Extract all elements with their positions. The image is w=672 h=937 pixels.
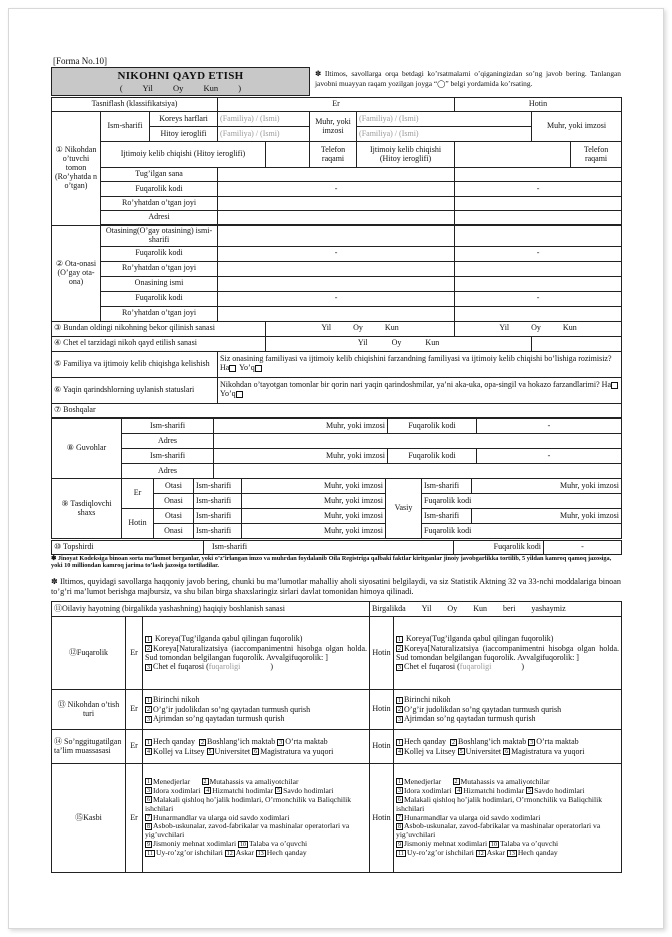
male-occ-o7[interactable]: 7 Hunarmandlar va ularga oid savdo xodimlari: [147, 812, 290, 822]
witnesses-table: [51, 418, 622, 479]
statistics-note-text: Iltimos, quyidagi savollarga haqqoniy javob bering, chunki bu ma’lumotlar mahalliy aholi siyosatini belgilaydi, va siz Statistik Aktning 32 va 33-nchi moddalariga binoan to’g’ri ma’lumot berishga majbursiz, va shu bilan birga shaxslaringiz sirlari davlat tomonidan himoya qilinadi.: [51, 577, 621, 596]
male-occ-o4[interactable]: 4 Hizmatchi hodimlar: [206, 785, 274, 795]
female-birth-field[interactable]: [455, 168, 622, 182]
male-occ-o9[interactable]: 9 Jismoniy mehnat xodimlari: [147, 839, 237, 849]
female-cit-opt2[interactable]: 2 Koreya[Naturalizatsiya (iaccompanimentni hisobga olgan holda. Sud tomondan belgilangan fuqorolik. Avvalgifuqorolik: ]: [396, 643, 620, 662]
male-birth-field[interactable]: [218, 168, 455, 182]
stats-table: [51, 601, 622, 873]
female-cit-opt1[interactable]: 1 Koreya(Tug’ilganda qabul qilingan fuqorolik): [398, 634, 554, 644]
male-mother-field[interactable]: [218, 276, 455, 291]
marriage-type-label: ⑬ Nikohdan o’tish turi: [52, 690, 126, 730]
male-citizenship-options: [143, 617, 370, 690]
female-mt-opt2[interactable]: 2 O’g’ir judolikdan so’ng qaytadan turmush qurish: [398, 704, 562, 714]
parents-label: ② Ota-onasi (O’gay ota-ona): [52, 226, 101, 322]
witness2-name-label: Ism-sharifi: [122, 449, 214, 464]
male-father-citizen-field[interactable]: -: [218, 246, 455, 261]
male-cit-opt2[interactable]: 2 Koreya[Naturalizatsiya (iaccompanimentni hisobga olgan holda. Sud tomondan belgilangan fuqorolik. Avvalgifuqorolik: ]: [145, 643, 368, 662]
female-occ-o10[interactable]: 10 Talaba va o’quvchi: [491, 839, 559, 849]
witness1-name-label: Ism-sharifi: [122, 419, 214, 434]
form-title: NIKOHNI QAYD ETISH: [117, 70, 244, 82]
male-registry-field[interactable]: [218, 197, 455, 211]
female-occ-o5[interactable]: 5 Savdo hodimlari: [528, 785, 585, 795]
occupation-female-label: Hotin: [370, 764, 394, 873]
female-mother-field[interactable]: [455, 276, 622, 291]
confirming-block: [51, 478, 621, 539]
male-occ-o13[interactable]: 13 Hech qanday: [257, 848, 307, 858]
male-chinese-name-field[interactable]: (Familiya) / (Ismi): [218, 127, 310, 142]
confirming-label: ⑨ Tasdiqlovchi shaxs: [52, 479, 122, 539]
father-name-label: Otasining(O’gay otasining) ismi-sharifi: [101, 226, 218, 247]
submitter-label: ⑩ Topshirdi: [52, 541, 204, 555]
female-occ-o3[interactable]: 3 Idora xodimlari: [398, 785, 452, 795]
female-occ-o11[interactable]: 11 Uy-ro’zg’or ishchilari: [396, 848, 474, 857]
male-status-label: Ijtimoiy kelib chiqishi (Hitoy ieroglifi): [101, 142, 266, 168]
witness1-seal-label: Muhr, yoki imzosi: [214, 419, 388, 434]
relatives-yes-option[interactable]: Ha: [602, 380, 619, 389]
guardian-label: Vasiy: [386, 479, 422, 539]
female-father-citizen-field[interactable]: -: [455, 246, 622, 261]
prev-marriage-label: ③ Bundan oldingi nikohning bekor qilinish sanasi: [52, 321, 266, 336]
name-label: Ism-sharifi: [101, 112, 150, 142]
guardian1-name-label: Ism-sharifi: [422, 479, 472, 494]
statistics-note: ✽ Iltimos, quyidagi savollarga haqqoniy javob bering, chunki bu ma’lumotlar mahalliy aholi siyosatini belgilaydi, va siz Statistik Aktning 32 va 33-nchi moddalariga binoan to’g’ri ma’lumot berishga majbursiz, va shu bilan birga shaxslaringiz sirlari davlat tomonidan himoya qilinadi.: [51, 577, 621, 596]
male-edu-o5[interactable]: 5 Universitet: [208, 746, 251, 756]
legal-warning: ✽ Jinoyat Kodeksiga binoan sorta ma’lumot berganlar, yoki o’z’irlangan imzo va muhrdan foydalanib Oila Registriga qalbaki faktlar kiritganlar jinoiy javobgarlikka tortilib, 5 yildan kamroq qamoq jazosiga, yoki 10 milliondan kamroq jarima to’lash jazosiga tortiladilar.: [51, 555, 612, 569]
male-education-options: [143, 730, 370, 764]
submitter-citizen-label: Fuqarolik kodi: [454, 541, 544, 555]
female-header: Hotin: [455, 98, 622, 112]
title-box: [51, 67, 310, 96]
female-edu-o3[interactable]: 3 O’rta maktab: [530, 737, 579, 747]
guardian2-name-label: Ism-sharifi: [422, 509, 472, 524]
female-occ-o1[interactable]: 1 Menedjerlar: [398, 776, 442, 786]
female-mother-label: Onasi: [154, 524, 194, 539]
confirm-male-label: Er: [122, 479, 154, 509]
instructions-text: Iltimos, savollarga orqa betdagi ko’rsatmalarni o’qiganingizdan so’ng javob bering. Tanlangan javobni muayyan raqam yozilgan joyga “◯” belgi yordamida ko’rsating.: [315, 69, 621, 89]
mother-name-label: Onasining ismi: [101, 276, 218, 291]
female-mt-opt3[interactable]: 3 Ajrimdan so’ng qaytadan turmush qurish: [398, 714, 536, 724]
female-occ-o7[interactable]: 7 Hunarmandlar va ularga oid savdo xodimlari: [398, 812, 541, 822]
form-header: [51, 67, 621, 96]
female-father-seal[interactable]: Muhr, yoki imzosi: [242, 509, 386, 524]
female-mother-citizen-field[interactable]: -: [455, 291, 622, 306]
female-mother-seal[interactable]: Muhr, yoki imzosi: [242, 524, 386, 539]
confirm-female-label: Hotin: [122, 509, 154, 539]
male-occupation-options: [143, 764, 370, 873]
guardian1-citizen-label: Fuqarolik kodi: [422, 494, 622, 509]
female-chinese-name-field[interactable]: (Familiya) / (Ismi): [357, 127, 532, 142]
female-seal-label: Muhr, yoki imzosi: [532, 112, 622, 142]
female-mother-registry-field[interactable]: [455, 306, 622, 321]
male-father-seal[interactable]: Muhr, yoki imzosi: [242, 479, 386, 494]
mother-registry-label: Ro’yhatdan o’tgan joyi: [101, 306, 218, 321]
male-occ-o8[interactable]: 8 Asbob-uskunalar, zavod-fabrikalar va mashinalar operatorlari va yig’uvchilari: [145, 821, 350, 840]
male-occ-o3[interactable]: 3 Idora xodimlari: [147, 785, 201, 795]
relatives-status-label: ⑥ Yaqin qarindshlorning uylanish statuslari: [52, 377, 218, 403]
male-father-name-label: Ism-sharifi: [194, 479, 242, 494]
male-occ-o12[interactable]: 12 Askar: [226, 848, 254, 858]
confirming-table: [51, 478, 622, 539]
guardian2-citizen-label: Fuqarolik kodi: [422, 524, 622, 539]
female-occ-o6[interactable]: 6 Malakali qishloq ho’jalik hodimlari, O’rmonchilik va Baliqchilik ishchilari: [396, 794, 603, 813]
male-mother-citizen-field[interactable]: -: [218, 291, 455, 306]
female-prev-marriage-date[interactable]: Yil Oy Kun: [455, 321, 622, 336]
male-occ-o5[interactable]: 5 Savdo hodimlari: [277, 785, 334, 795]
marriage-type-male-label: Er: [126, 690, 143, 730]
female-edu-o5[interactable]: 5 Universitet: [459, 746, 502, 756]
citizenship-male-label: Er: [126, 617, 143, 690]
stats-block: [51, 601, 621, 873]
male-father-label: Otasi: [154, 479, 194, 494]
male-father-field[interactable]: [218, 226, 455, 247]
submitter-citizen-field[interactable]: -: [544, 541, 622, 555]
female-occ-o4[interactable]: 4 Hizmatchi hodimlar: [457, 785, 525, 795]
female-father-name-label: Ism-sharifi: [194, 509, 242, 524]
marriage-type-female-label: Hotin: [370, 690, 394, 730]
male-address-field[interactable]: [218, 211, 455, 225]
foreign-marriage-date[interactable]: Yil Oy Kun: [266, 336, 532, 351]
father-citizen-label: Fuqarolik kodi: [101, 246, 218, 261]
male-mother-name-label: Ism-sharifi: [194, 494, 242, 509]
witness1-citizen-field[interactable]: -: [477, 419, 622, 434]
citizenship-female-label: Hotin: [370, 617, 394, 690]
relatives-no-option[interactable]: Yo’q: [220, 389, 244, 398]
male-occ-o10[interactable]: 10 Talaba va o’quvchi: [240, 839, 308, 849]
chinese-chars-label: Hitoy ieroglifi: [150, 127, 218, 142]
female-status-field[interactable]: [455, 142, 571, 168]
male-mother-registry-field[interactable]: [218, 306, 455, 321]
female-registry-field[interactable]: [455, 197, 622, 211]
registry-label: Ro’yhatdan o’tgan joyi: [101, 197, 218, 211]
occupation-label: ⑮Kasbi: [52, 764, 126, 873]
male-edu-o3[interactable]: 3 O’rta maktab: [279, 737, 328, 747]
male-mother-seal[interactable]: Muhr, yoki imzosi: [242, 494, 386, 509]
witnesses-block: [51, 418, 621, 479]
female-korean-name-field[interactable]: (Familiya) / (Ismi): [357, 112, 532, 127]
surname-yes-option[interactable]: Ha: [220, 363, 237, 372]
witness2-address-field[interactable]: [214, 464, 622, 479]
applicants-table: [51, 97, 622, 418]
female-edu-o4[interactable]: 4 Kollej va Litsey: [398, 746, 456, 756]
witness2-address-label: Adres: [122, 464, 214, 479]
witness1-address-label: Adres: [122, 434, 214, 449]
party-label: ① Nikohdan o’tuvchi tomon (Ro’yhatda n o’tgan): [52, 112, 101, 226]
female-occ-o8[interactable]: 8 Asbob-uskunalar, zavod-fabrikalar va mashinalar operatorlari va yig’uvchilari: [396, 821, 601, 840]
male-cit-opt1[interactable]: 1 Koreya(Tug’ilganda qabul qilingan fuqorolik): [147, 634, 303, 644]
legal-warning-text: Jinoyat Kodeksiga binoan sorta ma’lumot berganlar, yoki o’z’irlangan imzo va muhrdan foydalanib Oila Registriga qalbaki faktlar kiritganlar jinoiy javobgarlikka tortilib, 5 yildan kamroq qamoq jazosiga, yoki 10 milliondan kamroq jarima to’lash jazosiga tortiladilar.: [51, 555, 612, 569]
submitter-table: [51, 540, 622, 555]
education-female-label: Hotin: [370, 730, 394, 764]
main-table: [51, 97, 621, 418]
male-seal-label: Muhr, yoki imzosi: [310, 112, 357, 142]
female-father-field[interactable]: [455, 226, 622, 247]
submitter-name-label[interactable]: Ism-sharifi: [204, 541, 454, 555]
female-occ-o9[interactable]: 9 Jismoniy mehnat xodimlari: [398, 839, 488, 849]
relatives-question: [218, 377, 622, 403]
surname-question-text: Siz onasining familiyasi va ijtimoiy kelib chiqishini farzandning familiyasi va ijtimoiy kelib chiqishi bo’lishiga rozimisiz?: [220, 354, 612, 364]
female-mother-name-label: Ism-sharifi: [194, 524, 242, 539]
male-status-field[interactable]: [266, 142, 310, 168]
address-label: Adresi: [101, 211, 218, 225]
male-occ-o2[interactable]: 2 Mutahassis va amaliyotchilar: [203, 776, 299, 786]
male-occ-o1[interactable]: 1 Menedjerlar: [147, 776, 191, 786]
instructions-note: ✽ Iltimos, savollarga orqa betdagi ko’rsatmalarni o’qiganingizdan so’ng javob bering. Tanlangan javobni muayyan raqam yozilgan joyga “◯” belgi yordamida ko’rsating.: [315, 69, 621, 89]
female-education-options: [394, 730, 622, 764]
female-cit-opt3[interactable]: 3 Chet el fuqarosi (fuqaroligi ): [398, 662, 524, 672]
witness2-seal-label: Muhr, yoki imzosi: [214, 449, 388, 464]
male-citizen-field[interactable]: -: [218, 182, 455, 197]
cohabitation-label: ⑪Oilaviy hayotning (birgalikda yashashning) haqiqiy boshlanish sanasi: [52, 602, 370, 617]
surname-agreement-label: ⑤ Familiya va ijtimoiy kelib chiqishga kelishish: [52, 351, 218, 377]
male-father-registry-field[interactable]: [218, 261, 455, 276]
witnesses-label: ⑧ Guvohlar: [52, 419, 122, 479]
female-father-registry-field[interactable]: [455, 261, 622, 276]
male-mt-opt2[interactable]: 2 O’g’ir judolikdan so’ng qaytadan turmush qurish: [147, 704, 311, 714]
female-phone-label: Telefon raqami: [571, 142, 622, 168]
male-mt-opt3[interactable]: 3 Ajrimdan so’ng qaytadan turmush qurish: [147, 714, 285, 724]
submitter-block: [51, 540, 621, 555]
female-citizenship-options: [394, 617, 622, 690]
male-edu-o6[interactable]: 6 Magistratura va yuqori: [254, 746, 334, 756]
male-edu-o2[interactable]: 2 Boshlang’ich maktab: [200, 737, 276, 747]
title-date-line: ( Yil Oy Kun ): [119, 83, 242, 93]
guardian1-seal[interactable]: Muhr, yoki imzosi: [472, 479, 622, 494]
classification-label: Tasniflash (klassifikatsiya): [52, 98, 218, 112]
male-prev-marriage-date[interactable]: Yil Oy Kun: [266, 321, 455, 336]
surname-no-option[interactable]: Yo’q: [239, 363, 263, 372]
male-edu-o4[interactable]: 4 Kollej va Litsey: [147, 746, 205, 756]
female-edu-o6[interactable]: 6 Magistratura va yuqori: [505, 746, 585, 756]
male-occ-o11[interactable]: 11 Uy-ro’zg’or ishchilari: [145, 848, 223, 857]
korean-letters-label: Koreys harflari: [150, 112, 218, 127]
female-occ-o12[interactable]: 12 Askar: [477, 848, 505, 858]
cohabitation-date[interactable]: Birgalikda Yil Oy Kun beri yashaymiz: [370, 602, 622, 617]
male-mt-opt1[interactable]: 1 Birinchi nikoh: [147, 695, 200, 705]
mother-citizen-label: Fuqarolik kodi: [101, 291, 218, 306]
citizen-code-label: Fuqarolik kodi: [101, 182, 218, 197]
male-occ-o6[interactable]: 6 Malakali qishloq ho’jalik hodimlari, O’rmonchilik va Baliqchilik ishchilari: [145, 794, 352, 813]
male-phone-label: Telefon raqami: [310, 142, 357, 168]
male-edu-o1[interactable]: 1 Hech qanday: [147, 737, 195, 747]
others-label: ⑦ Boshqalar: [52, 403, 622, 417]
female-father-label: Otasi: [154, 509, 194, 524]
witness1-address-field[interactable]: [214, 434, 622, 449]
foreign-marriage-label: ④ Chet el tarzidagi nikoh qayd etilish sanasi: [52, 336, 266, 351]
female-edu-o1[interactable]: 1 Hech qanday: [398, 737, 446, 747]
occupation-male-label: Er: [126, 764, 143, 873]
male-korean-name-field[interactable]: (Familiya) / (Ismi): [218, 112, 310, 127]
education-male-label: Er: [126, 730, 143, 764]
female-occ-o13[interactable]: 13 Hech qanday: [508, 848, 558, 858]
surname-agreement-question: [218, 351, 622, 377]
female-marriage-type-options: [394, 690, 622, 730]
witness2-citizen-label: Fuqarolik kodi: [388, 449, 477, 464]
education-label: ⑭ So’nggitugatilgan ta’lim muassasasi: [52, 730, 126, 764]
female-occupation-options: [394, 764, 622, 873]
male-cit-opt3[interactable]: 3 Chet el fuqarosi (fuqaroligi ): [147, 662, 273, 672]
male-header: Er: [218, 98, 455, 112]
father-registry-label: Ro’yhatdan o’tgan joyi: [101, 261, 218, 276]
male-marriage-type-options: [143, 690, 370, 730]
male-mother-label: Onasi: [154, 494, 194, 509]
female-occ-o2[interactable]: 2 Mutahassis va amaliyotchilar: [454, 776, 550, 786]
female-status-label: Ijtimoiy kelib chiqishi (Hitoy ieroglifi): [357, 142, 455, 168]
female-citizen-field[interactable]: -: [455, 182, 622, 197]
relatives-question-text: Nikohdan o’tayotgan tomonlar bir qorin nari yaqin qarindoshmilar, ya’ni aka-uka, opa-singil va hokazo farzandlarimi?: [220, 380, 600, 390]
witness1-citizen-label: Fuqarolik kodi: [388, 419, 477, 434]
citizenship-label: ⑫Fuqarolik: [52, 617, 126, 690]
witness2-citizen-field[interactable]: -: [477, 449, 622, 464]
guardian2-seal[interactable]: Muhr, yoki imzosi: [472, 509, 622, 524]
birth-date-label: Tug’ilgan sana: [101, 168, 218, 182]
form-number: [Forma No.10]: [53, 56, 107, 66]
female-address-field[interactable]: [455, 211, 622, 225]
female-mt-opt1[interactable]: 1 Birinchi nikoh: [398, 695, 451, 705]
female-edu-o2[interactable]: 2 Boshlang’ich maktab: [452, 737, 527, 747]
